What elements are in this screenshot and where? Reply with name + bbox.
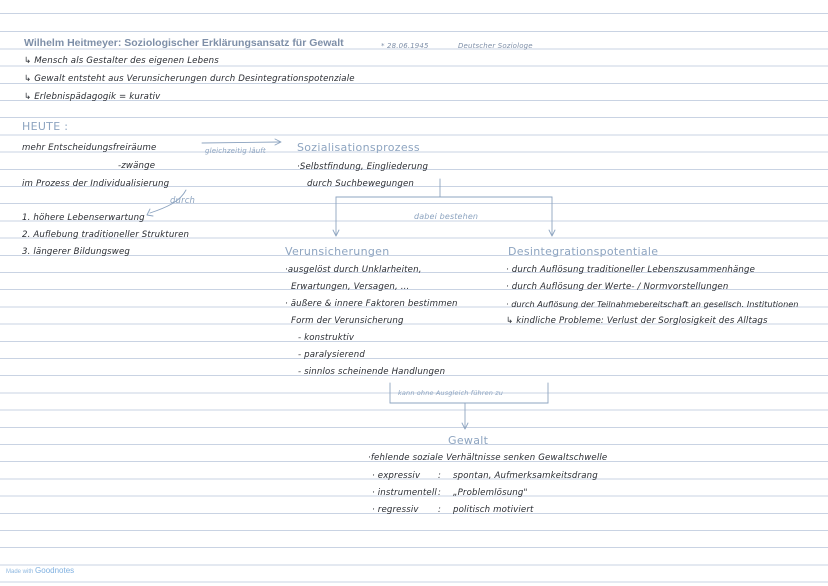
gewalt-type-value: spontan, Aufmerksamkeitsdrang bbox=[453, 471, 598, 481]
verunsicherungen-item: - konstruktiv bbox=[298, 333, 355, 343]
goodnotes-watermark bbox=[6, 566, 74, 575]
page-title: Wilhelm Heitmeyer: Soziologischer Erklärungsansatz für Gewalt bbox=[24, 37, 344, 49]
gewalt-type-label: · regressiv bbox=[372, 505, 419, 515]
desintegration-item: · durch Auflösung der Werte- / Normvorstellungen bbox=[506, 282, 729, 292]
intro-line-3: ↳ Erlebnispädagogik = kurativ bbox=[24, 92, 161, 102]
heute-list-item: 2. Auflebung traditioneller Strukturen bbox=[22, 230, 190, 240]
heute-list-item: 3. längerer Bildungsweg bbox=[22, 247, 131, 257]
connector-label: kann ohne Ausgleich führen zu bbox=[398, 389, 504, 397]
gewalt-heading: Gewalt bbox=[448, 434, 489, 447]
dabei-label: dabei bestehen bbox=[414, 212, 479, 221]
sozialisation-line-1: ·Selbstfindung, Eingliederung bbox=[297, 162, 429, 172]
heute-line-1: mehr Entscheidungsfreiräume bbox=[22, 143, 157, 153]
verunsicherungen-item: - paralysierend bbox=[298, 350, 365, 360]
gewalt-type-colon: : bbox=[438, 488, 442, 498]
verunsicherungen-item: Form der Verunsicherung bbox=[291, 316, 404, 326]
intro-line-2: ↳ Gewalt entsteht aus Verunsicherungen durch Desintegrationspotenziale bbox=[24, 74, 355, 84]
gewalt-type-colon: : bbox=[438, 505, 442, 515]
heute-list-item: 1. höhere Lebenserwartung bbox=[22, 213, 145, 223]
verunsicherungen-item: Erwartungen, Versagen, ... bbox=[291, 282, 410, 292]
desintegration-heading: Desintegrationspotentiale bbox=[508, 245, 659, 258]
heute-line-2: -zwänge bbox=[118, 161, 156, 171]
made-with-text: Made with bbox=[6, 569, 34, 575]
sozialisation-heading: Sozialisationsprozess bbox=[297, 141, 420, 154]
sozialisation-line-2: durch Suchbewegungen bbox=[307, 179, 415, 189]
gewalt-type-value: „Problemlösung" bbox=[453, 488, 528, 498]
goodnotes-logo-text: Goodnotes bbox=[35, 566, 75, 575]
gewalt-line-1: ·fehlende soziale Verhältnisse senken Gewaltschwelle bbox=[368, 453, 608, 463]
desintegration-item: · durch Auflösung traditioneller Lebenszusammenhänge bbox=[506, 265, 756, 275]
profession-note: Deutscher Soziologe bbox=[458, 42, 533, 50]
desintegration-item: ↳ kindliche Probleme: Verlust der Sorglosigkeit des Alltags bbox=[506, 316, 768, 326]
arrow-label-gleichzeitig: gleichzeitig läuft bbox=[205, 147, 266, 155]
gewalt-type-value: politisch motiviert bbox=[453, 505, 534, 515]
arrow-to-sozialisation bbox=[202, 142, 280, 143]
birth-date: * 28.06.1945 bbox=[381, 42, 429, 50]
verunsicherungen-item: - sinnlos scheinende Handlungen bbox=[298, 367, 446, 377]
gewalt-type-label: · instrumentell bbox=[372, 488, 437, 498]
verunsicherungen-heading: Verunsicherungen bbox=[285, 245, 390, 258]
verunsicherungen-item: · äußere & innere Faktoren bestimmen bbox=[285, 299, 458, 309]
heute-line-3: im Prozess der Individualisierung bbox=[22, 179, 170, 189]
gewalt-type-label: · expressiv bbox=[372, 471, 421, 481]
durch-label: durch bbox=[170, 196, 196, 206]
intro-line-1: ↳ Mensch als Gestalter des eigenen Lebens bbox=[24, 56, 219, 66]
gewalt-type-colon: : bbox=[438, 471, 442, 481]
verunsicherungen-item: ·ausgelöst durch Unklarheiten, bbox=[285, 265, 422, 275]
heute-heading: HEUTE : bbox=[22, 120, 69, 133]
durch-curve bbox=[150, 190, 186, 213]
desintegration-item: · durch Auflösung der Teilnahmebereitschaft an gesellsch. Institutionen bbox=[506, 299, 799, 309]
